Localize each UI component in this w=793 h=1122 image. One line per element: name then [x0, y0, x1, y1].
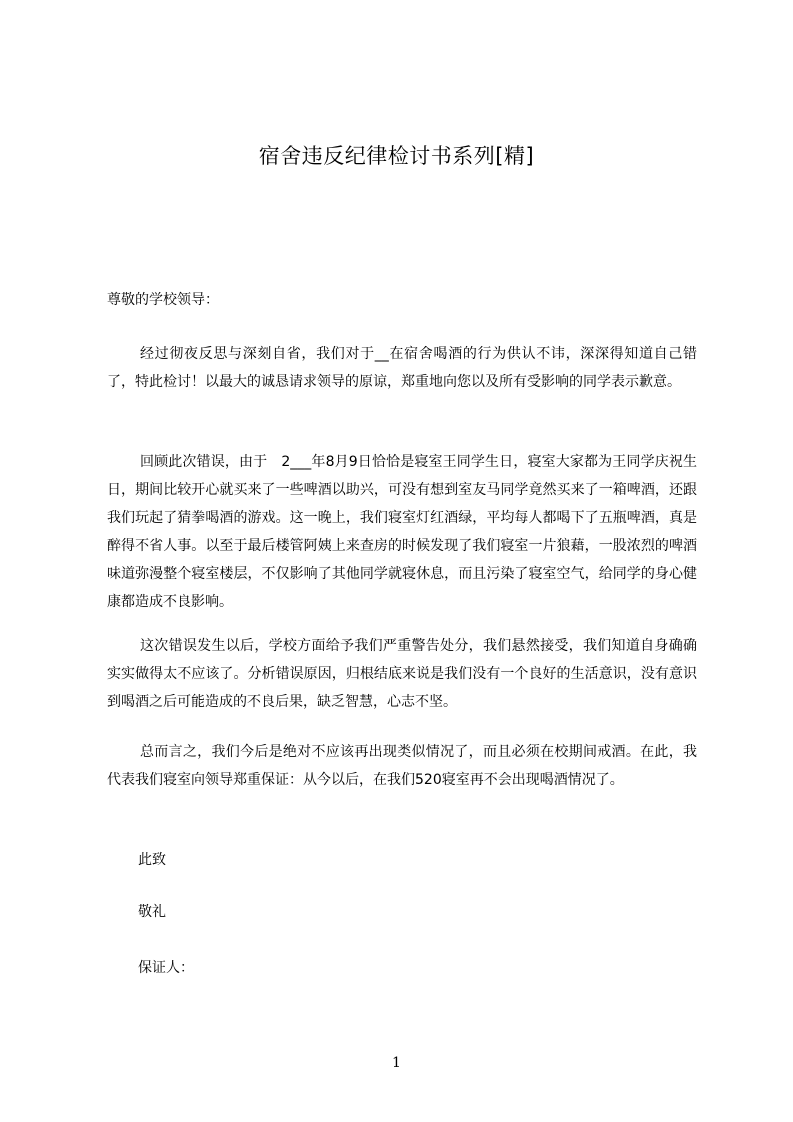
document-title: 宿舍违反纪律检讨书系列[精]	[258, 144, 535, 168]
paragraph-1: 经过彻夜反思与深刻自省，我们对于__在宿舍喝酒的行为供认不讳，深深得知道自己错了，特此检讨！以最大的诚恳请求领导的原谅，郑重地向您以及所有受影响的同学表示歉意。	[107, 346, 697, 390]
salutation: 尊敬的学校领导：	[107, 292, 219, 308]
closing-line-1: 此致	[138, 852, 166, 868]
page-number: 1	[392, 1055, 401, 1071]
paragraph-4: 总而言之，我们今后是绝对不应该再出现类似情况了，而且必须在校期间戒酒。在此，我代表我们寝室向领导郑重保证：从今以后，在我们520寝室再不会出现喝酒情况了。	[107, 744, 697, 788]
paragraph-2: 回顾此次错误，由于 2___年8月9日恰恰是寝室王同学生日，寝室大家都为王同学庆祝生日，期间比较开心就买来了一些啤酒以助兴，可没有想到室友马同学竟然买来了一箱啤酒，还跟我们玩起了猜拳喝酒的游戏。这一晚上，我们寝室灯红酒绿，平均每人都喝下了五瓶啤酒，真是醉得不省人事。以至于最后楼管阿姨上来查房的时候发现了我们寝室一片狼藉，一股浓烈的啤酒味道弥漫整个寝室楼层，不仅影响了其他同学就寝休息，而且污染了寝室空气，给同学的身心健康都造成不良影响。	[107, 454, 697, 610]
paragraph-3: 这次错误发生以后，学校方面给予我们严重警告处分，我们悬然接受，我们知道自身确确实实做得太不应该了。分析错误原因，归根结底来说是我们没有一个良好的生活意识，没有意识到喝酒之后可能造成的不良后果，缺乏智慧，心志不坚。	[107, 638, 697, 710]
closing-line-2: 敬礼	[138, 904, 166, 920]
signature-label: 保证人：	[138, 960, 194, 976]
